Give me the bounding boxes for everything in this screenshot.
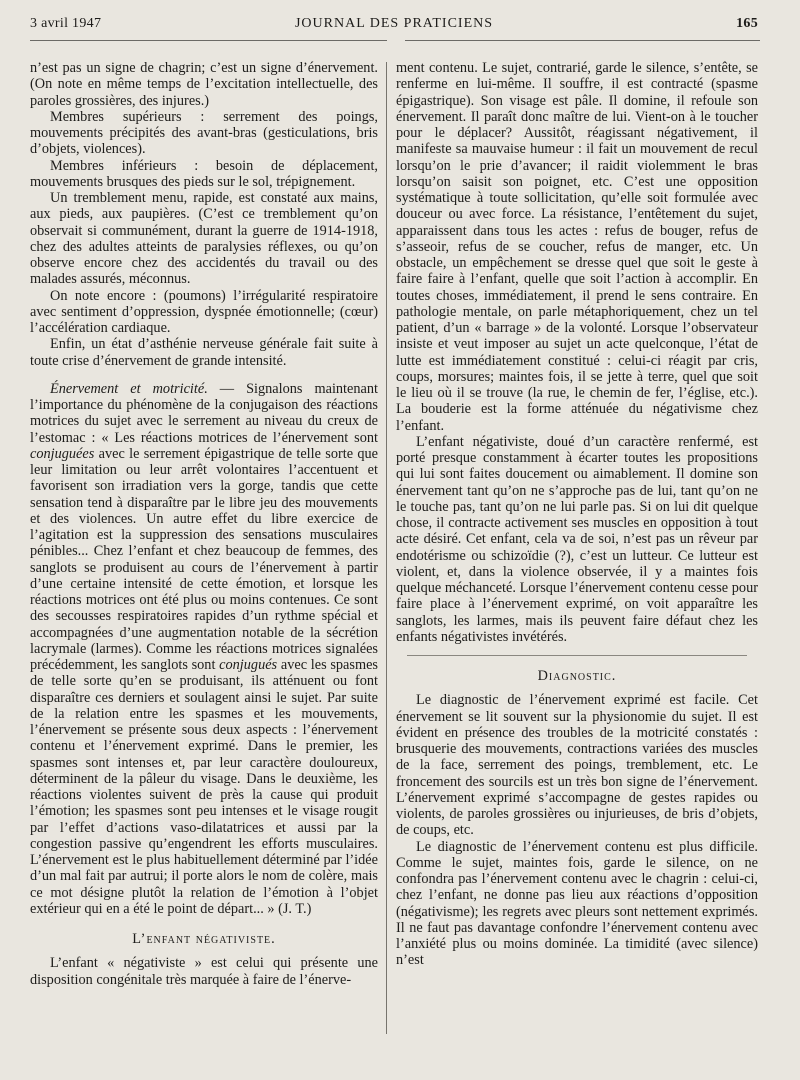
paragraph: L’enfant négativiste, doué d’un caractère renfermé, est porté presque constamment à écarter toutes les propositions qui lui sont faites doucement ou aimablement. Il domine son énervement tant qu’on ne s’approche pas de lui, tant qu’on ne le touche pas, tant qu’on ne lui parle pas. Si on lui dit quelque chose, il contracte activement ses muscles en opposition à tout acte désiré. Cet enfant, cela va de soi, n’est pas un rêveur par endotérisme ou schizoïdie (?), c’est un lutteur. Ce lutteur est violent, et, dans la violence observée, il y a maintes fois quelque méchanceté. Lorsque l’énervement contenu cesse pour faire place à l’énervement exprimé, on voit apparaître les sanglots, les larmes, mais ils peuvent faire défaut chez les enfants négativistes invétérés. bbox=[396, 433, 758, 645]
paragraph: Enfin, un état d’asthénie nerveuse générale fait suite à toute crise d’énervement de grande intensité. bbox=[30, 336, 378, 369]
paragraph: ment contenu. Le sujet, contrarié, garde le silence, s’entête, se renferme en lui-même. Il souffre, il est contracté (spasme épigastrique). Son visage est pâle. Il domine, il refoule son énervement. Il paraît donc maître de lui. Vient-on à le toucher pour le déplacer? Aussitôt, réagissant négativement, il manifeste sa mauvaise humeur : il fait un mouvement de recul lorsqu’on le prie d’avancer; il raidit violemment le bras lorsqu’on saisit son poignet, etc. C’est une opposition systématique à toute sollicitation, qu’elle soit formulée avec douceur ou avec force. La résistance, l’entêtement du sujet, apparaissent dans tous les actes : refus de bouger, refus de s’asseoir, refus de se coucher, refus de manger, etc. Un obstacle, un empêchement se dresse quel que soit le geste à faire faire à l’enfant, quelle que soit l’action à accomplir. En toutes choses, immédiatement, il prend le sens contraire. En pathologie mentale, on parle métaphoriquement, chez un tel patient, d’un « barrage » de la volonté. Lorsque l’observateur insiste et veut imposer au sujet un acte quelconque, l’état de lutte est immédiatement constitué : celui-ci réagit par cris, coups, morsures; maintes fois, il se jette à terre, quel que soit le lieu où il se trouve (la rue, le chemin de fer, l’église, etc.). La bouderie est la forme atténuée du négativisme chez l’enfant. bbox=[396, 60, 758, 434]
header-rule-left bbox=[30, 40, 387, 41]
paragraph: Un tremblement menu, rapide, est constaté aux mains, aux pieds, aux paupières. (C’est ce tremblement qu’on observait si communément, durant la guerre de 1914-1918, chez des adultes atteints de paralysies réflexes, ou qu’on observe encore chez des accidentés du travail ou des malades assurés, méconnus. bbox=[30, 190, 378, 288]
paragraph: Membres supérieurs : serrement des poings, mouvements précipités des avant-bras (gesticulations, bris d’objets, violences). bbox=[30, 108, 378, 158]
section-heading: Diagnostic. bbox=[537, 668, 617, 684]
column-divider bbox=[386, 62, 387, 1034]
issue-date: 3 avril 1947 bbox=[30, 16, 102, 31]
paragraph: n’est pas un signe de chagrin; c’est un signe d’énervement. (On note en même temps de l’excitation intellectuelle, des paroles grossières, des injures.) bbox=[30, 60, 378, 109]
left-column bbox=[30, 60, 378, 988]
subheading-italic: Énervement et motricité. bbox=[50, 380, 208, 397]
journal-title: JOURNAL DES PRATICIENS bbox=[294, 16, 494, 31]
paragraph: L’enfant « négativiste » est celui qui présente une disposition congénitale très marquée à faire de l’énerve- bbox=[30, 955, 378, 988]
paragraph: On note encore : (poumons) l’irrégularité respiratoire avec sentiment d’oppression, dyspnée émotionnelle; (cœur) l’accélération cardiaque. bbox=[30, 287, 378, 336]
paragraph: Le diagnostic de l’énervement contenu est plus difficile. Comme le sujet, maintes fois, garde le silence, on ne confondra pas l’énervement contenu avec le chagrin : celui-ci, chez l’enfant, ne donne pas lieu aux réactions d’opposition (négativisme); les regrets avec pleurs sont nettement exprimés. Il ne faut pas davantage confondre l’énervement contenu avec l’anxiété plus ou moins dominée. La timidité (avec silence) n’est bbox=[396, 838, 758, 969]
page-number: 165 bbox=[736, 16, 758, 31]
right-column bbox=[396, 60, 758, 969]
section-rule bbox=[407, 655, 747, 656]
paragraph: Membres inférieurs : besoin de déplacement, mouvements brusques des pieds sur le sol, trépignement. bbox=[30, 157, 378, 190]
section-heading: L’enfant négativiste. bbox=[132, 931, 276, 947]
header-rule-right bbox=[405, 40, 760, 41]
paragraph-motricite: Énervement et motricité. — Signalons maintenant l’importance du phénomène de la conjugaison des réactions motrices du sujet avec le serrement au niveau du creux de l’estomac : « Les réactions motrices de l’énervement sont conjuguées avec le serrement épigastrique de telle sorte que leur limitation ou leur arrêt volontaires l’accentuent et favorisent son irradiation vers la gorge, tandis que cette sensation tend à disparaître par le libre jeu des mouvements et des violences. Un autre effet du libre exercice de l’agitation est la suppression des sensations musculaires pénibles... Chez l’enfant et chez beaucoup de femmes, des sanglots se produisent au cours de l’énervement à partir d’une certaine intensité de cette émotion, et lorsque les réactions motrices ont été plus ou moins contenues. Ce sont des secousses respiratoires rapides d’un rythme spécial et accompagnées d’une augmentation notable de la sécrétion lacrymale (larmes). Comme les réactions motrices signalées précédemment, les sanglots sont conjugués avec les spasmes de telle sorte qu’en se produisant, ils atténuent ou font disparaître ces derniers et soulagent ainsi le sujet. Par suite de la relation entre les spasmes et les mouvements, l’énervement se présente sous deux aspects : l’énervement contenu et l’énervement exprimé. Dans le premier, les spasmes sont intenses et, par leur caractère douloureux, déterminent de la pâleur du visage. Dans le deuxième, les réactions violentes suivent de près la cause qui produit l’émotion; les spasmes sont peu intenses et le visage rougit par l’effet d’actions vaso-dilatatrices et aussi par la congestion passive qu’engendrent les efforts musculaires. L’énervement est le plus habituellement déterminé par l’idée d’un mal fait par autrui; il porte alors le nom de colère, mais ce mot désigne plutôt la relation de l’émotion à l’objet extérieur qui en a été le point de départ... » (J. T.) bbox=[30, 380, 378, 917]
page-header bbox=[30, 16, 758, 38]
paragraph: Le diagnostic de l’énervement exprimé est facile. Cet énervement se lit souvent sur la physionomie du sujet. Il est évident en présence des troubles de la motricité constatés : brusquerie des mouvements, contractions variées des muscles de la face, serrement des poings, tremblement, etc. Le froncement des sourcils est un très bon signe de l’énervement. L’énervement exprimé s’accompagne de gestes rapides ou violents, de paroles grossières ou injurieuses, de bris d’objets, de coups, etc. bbox=[396, 692, 758, 839]
